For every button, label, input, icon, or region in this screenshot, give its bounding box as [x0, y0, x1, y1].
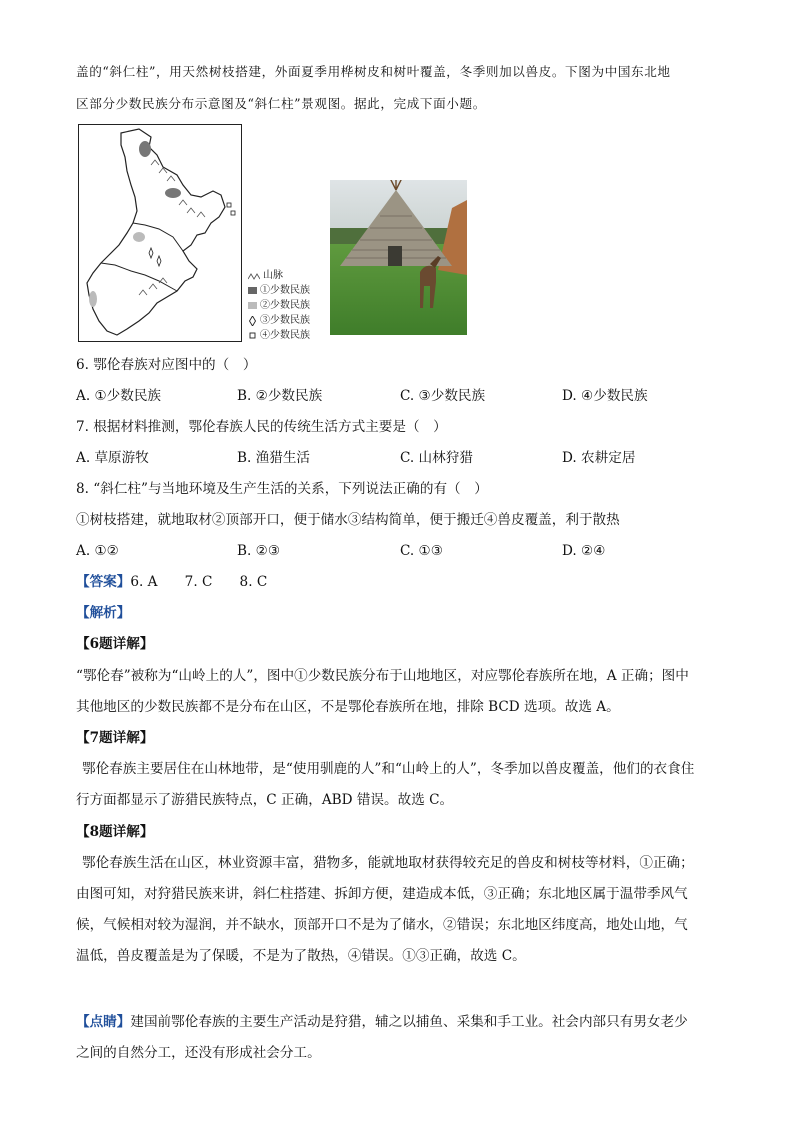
tip-label: 【点睛】: [76, 1014, 131, 1030]
mountain-range-2: [179, 200, 205, 217]
detail-8-line-1: 鄂伦春族生活在山区，林业资源丰富，猎物多，能就地取材获得较充足的兽皮和树枝等材料，①正确；: [82, 855, 694, 871]
q8-option-a[interactable]: A. ①②: [76, 543, 119, 559]
group3-marker-1: [149, 248, 153, 258]
map-legend: [248, 268, 310, 343]
legend-row-mountain: [248, 268, 310, 283]
q6-option-c[interactable]: C. ③少数民族: [400, 388, 486, 404]
mountain-icon: [248, 272, 260, 280]
legend-row-group4: [248, 328, 310, 343]
group4-marker-2: [231, 211, 235, 215]
detail-6-line-1: “鄂伦春”被称为“山岭上的人”，图中①少数民族分布于山地地区，对应鄂伦春族所在地，A 正确；图中: [76, 668, 689, 684]
detail-8-line-3: 候，气候相对较为湿润，并不缺水，顶部开口不是为了储水，②错误；东北地区纬度高，地处山地，气: [76, 917, 688, 933]
q8-option-b[interactable]: B. ②③: [237, 543, 281, 559]
legend-row-group1: [248, 283, 310, 298]
q6-option-d[interactable]: D. ④少数民族: [562, 388, 648, 404]
xierenzhu-scene-svg: [330, 180, 467, 335]
legend-label-group2: ②少数民族: [260, 300, 310, 311]
detail-6-title: 【6题详解】: [76, 636, 154, 652]
mountain-range-3: [139, 278, 167, 295]
legend-label-group1: ①少数民族: [260, 285, 310, 296]
legend-label-mountain: 山脉: [263, 270, 283, 281]
q8-option-d[interactable]: D. ②④: [562, 543, 606, 559]
northeast-region-outline: [87, 129, 225, 335]
detail-8-line-4: 温低，兽皮覆盖是为了保暖，不是为了散热，④错误。①③正确，故选 C。: [76, 948, 526, 964]
detail-8-line-2: 由图可知，对狩猎民族来讲，斜仁柱搭建、拆卸方便，建造成本低，③正确；东北地区属于温带季风气: [76, 886, 688, 902]
mountain-range-1: [151, 160, 175, 181]
group1-area-north: [139, 141, 151, 157]
answer-line: [76, 572, 267, 592]
q7-option-d[interactable]: D. 农耕定居: [562, 450, 636, 466]
ethnic-distribution-map: [78, 124, 242, 342]
group4-marker-1: [227, 203, 231, 207]
tip-line-1: [76, 1012, 688, 1032]
group2-area-southwest: [89, 291, 97, 307]
tip-text-1: 建国前鄂伦春族的主要生产活动是狩猎，辅之以捕鱼、采集和手工业。社会内部只有男女老少: [130, 1014, 688, 1030]
light-swatch-icon: [248, 302, 257, 309]
diamond-marker-icon: [248, 316, 257, 326]
detail-8-title: 【8题详解】: [76, 824, 154, 840]
q8-option-c[interactable]: C. ①③: [400, 543, 443, 559]
answer-text: 6. A 7. C 8. C: [130, 574, 268, 590]
detail-6-line-2: 其他地区的少数民族都不是分布在山区，不是鄂伦春族所在地，排除 BCD 选项。故选 A。: [76, 699, 620, 715]
detail-7-line-2: 行方面都显示了游猎民族特点，C 正确，ABD 错误。故选 C。: [76, 792, 454, 808]
legend-label-group3: ③少数民族: [260, 315, 310, 326]
tip-line-2: 之间的自然分工，还没有形成社会分工。: [76, 1045, 321, 1061]
xierenzhu-photo: [330, 180, 467, 335]
intro-line-2: 区部分少数民族分布示意图及“斜仁柱”景观图。据此，完成下面小题。: [76, 96, 486, 111]
question-8-statements: ①树枝搭建，就地取材②顶部开口，便于储水③结构简单，便于搬迁④兽皮覆盖，利于散热: [76, 512, 620, 528]
dark-swatch-icon: [248, 287, 257, 294]
q7-option-b[interactable]: B. 渔猎生活: [237, 450, 311, 466]
q6-option-b[interactable]: B. ②少数民族: [237, 388, 323, 404]
group2-area-west: [133, 232, 145, 242]
analysis-label: 【解析】: [76, 605, 131, 621]
q7-option-c[interactable]: C. 山林狩猎: [400, 450, 473, 466]
detail-7-title: 【7题详解】: [76, 730, 154, 746]
intro-line-1: 盖的“斜仁柱”，用天然树枝搭建，外面夏季用桦树皮和树叶覆盖，冬季则加以兽皮。下图为中国东北地: [76, 64, 671, 79]
q6-option-a[interactable]: A. ①少数民族: [76, 388, 162, 404]
question-7-stem: 7. 根据材料推测，鄂伦春族人民的传统生活方式主要是（ ）: [76, 419, 447, 435]
group3-marker-2: [157, 256, 161, 266]
square-marker-icon: [248, 332, 257, 340]
question-6-stem: 6. 鄂伦春族对应图中的（ ）: [76, 357, 257, 373]
q7-option-a[interactable]: A. 草原游牧: [76, 450, 149, 466]
inner-border-2: [101, 263, 177, 291]
answer-label: 【答案】: [76, 574, 131, 590]
tent-entrance: [388, 246, 402, 266]
group1-area-central: [165, 188, 181, 198]
detail-7-line-1: 鄂伦春族主要居住在山林地带，是“使用驯鹿的人”和“山岭上的人”，冬季加以兽皮覆盖，他们的衣食住: [82, 761, 695, 777]
map-outline-svg: [79, 125, 241, 341]
legend-label-group4: ④少数民族: [260, 330, 310, 341]
legend-row-group3: [248, 313, 310, 328]
question-8-stem: 8. “斜仁柱”与当地环境及生产生活的关系，下列说法正确的有（ ）: [76, 481, 488, 497]
legend-row-group2: [248, 298, 310, 313]
